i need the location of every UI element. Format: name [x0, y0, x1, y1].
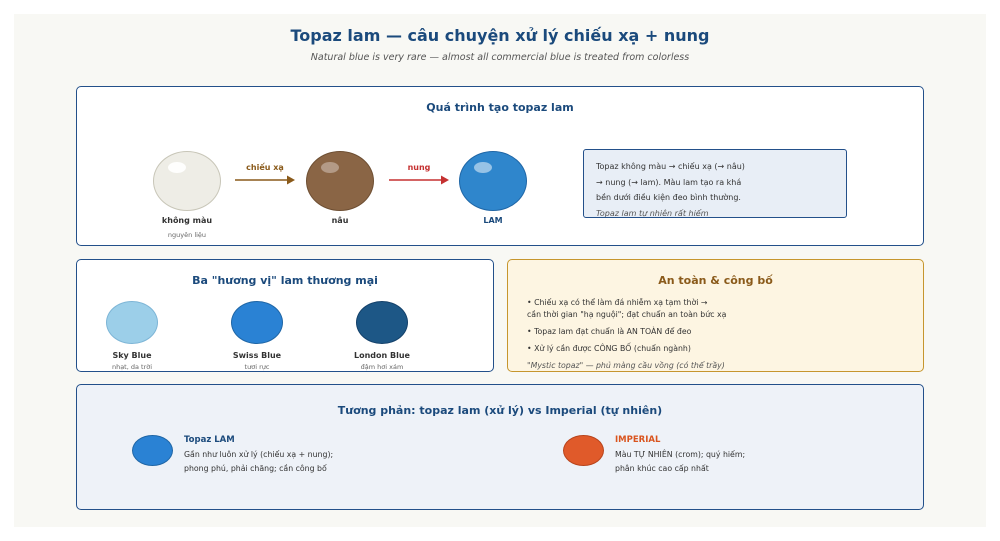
treated-blue-gem	[132, 435, 173, 466]
arrow-heating-label: nung	[407, 163, 431, 172]
stage-brown-label: nâu	[331, 216, 349, 225]
imperial-title: IMPERIAL	[615, 435, 661, 445]
safety-bullet-1a: • Chiếu xạ có thể làm đá nhiễm xạ tạm thời →	[527, 298, 708, 307]
london-blue-sub: đậm hơi xám	[360, 363, 404, 371]
note-line-1: Topaz không màu → chiếu xạ (→ nâu)	[596, 162, 745, 171]
brown-gem	[306, 151, 374, 211]
safety-bullet-2: • Topaz lam đạt chuẩn là AN TOÀN để đeo	[527, 327, 692, 336]
sky-blue-sub: nhạt, da trời	[111, 363, 153, 371]
imperial-desc	[615, 448, 745, 475]
arrow-irradiation-icon	[234, 174, 296, 186]
safety-bullets	[527, 297, 907, 377]
process-title: Quá trình tạo topaz lam	[426, 101, 574, 114]
blue-gem	[459, 151, 527, 211]
note-line-4: Topaz lam tự nhiên rất hiếm	[596, 208, 709, 218]
page-subtitle: Natural blue is very rare — almost all commercial blue is treated from colorless	[310, 52, 690, 63]
colorless-gem	[153, 151, 221, 211]
safety-title: An toàn & công bố	[658, 274, 773, 287]
safety-bullet-4: "Mystic topaz" — phủ màng cầu vồng (có thể trầy)	[527, 361, 725, 370]
arrow-irradiation-label: chiếu xạ	[246, 163, 284, 172]
london-blue-gem	[356, 301, 408, 344]
note-line-2: → nung (→ lam). Màu lam tạo ra khá	[596, 177, 742, 187]
treated-blue-title: Topaz LAM	[184, 435, 235, 445]
stage-colorless-label: không màu	[161, 216, 213, 225]
safety-bullet-3: • Xử lý cần được CÔNG BỐ (chuẩn ngành)	[527, 344, 691, 353]
arrow-heating-icon	[388, 174, 450, 186]
imperial-gem	[563, 435, 604, 466]
sky-blue-gem	[106, 301, 158, 344]
imperial-line-2: phân khúc cao cấp nhất	[615, 463, 709, 473]
safety-bullet-1b: cần thời gian "hạ nguội"; đạt chuẩn an toàn bức xạ	[527, 310, 727, 319]
contrast-panel	[76, 384, 924, 510]
sky-blue-label: Sky Blue	[112, 351, 152, 360]
swiss-blue-sub: tươi rực	[244, 363, 270, 371]
stage-blue-label: LAM	[483, 216, 503, 225]
treated-blue-desc	[184, 448, 333, 475]
treated-blue-line-1: Gần như luôn xử lý (chiếu xạ + nung);	[184, 450, 334, 459]
flavors-title: Ba "hương vị" lam thương mại	[192, 274, 378, 287]
page-title: Topaz lam — câu chuyện xử lý chiếu xạ + nung	[290, 26, 710, 45]
swiss-blue-gem	[231, 301, 283, 344]
process-note	[583, 149, 847, 218]
imperial-line-1: Màu TỰ NHIÊN (crom); quý hiếm;	[615, 450, 746, 459]
london-blue-label: London Blue	[354, 351, 410, 360]
treated-blue-line-2: phong phú, phải chăng; cần công bố	[184, 463, 327, 473]
stage-colorless-sub: nguyên liệu	[167, 231, 207, 239]
swiss-blue-label: Swiss Blue	[232, 351, 282, 360]
contrast-title: Tương phản: topaz lam (xử lý) vs Imperial (tự nhiên)	[337, 404, 663, 417]
note-line-3: bền dưới điều kiện đeo bình thường.	[596, 193, 741, 202]
